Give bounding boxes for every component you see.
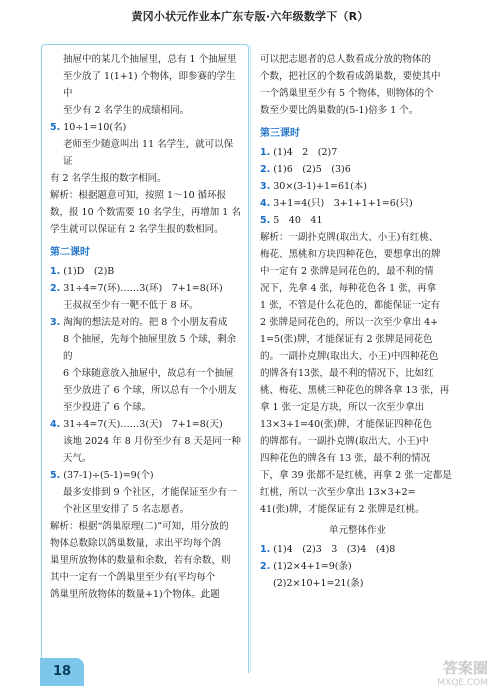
text-line: 数至少要比鸽巢数的(5-1)倍多 1 个。: [260, 105, 419, 116]
answer-text: 5 40 41: [273, 215, 323, 226]
text-line: 王叔叔至少有一靶不低于 8 环。: [63, 300, 199, 311]
answer-number: 4.: [260, 198, 271, 209]
answer-text: (1)6 (2)5 (3)6: [273, 164, 351, 175]
right-column: [260, 51, 455, 592]
analysis-line: 拿 1 张一定是方块，所以一次至少拿出: [260, 402, 425, 413]
text-line: 至少投进了 6 个球。: [63, 402, 152, 413]
analysis-line: 2 张牌是同花色的，所以一次至少拿出 4+: [260, 317, 439, 328]
answer-number: 5.: [50, 470, 61, 481]
watermark-text: 答案圈: [442, 659, 488, 677]
analysis-line: 四种花色的牌各有 13 张，最不利的情况: [260, 453, 431, 464]
text-line: 该地 2024 年 8 月份至少有 8 天是同一种: [63, 436, 241, 447]
analysis-line: 的牌各有13张，最不利的情况下，比如红: [260, 368, 434, 379]
answer-number: 2.: [50, 283, 61, 294]
analysis-line: [50, 187, 242, 204]
answer-number: 2.: [260, 561, 271, 572]
answer-4: [260, 195, 455, 212]
answer-4: [50, 416, 242, 433]
text-line: 有 2 名学生报的数字相同。: [50, 173, 167, 184]
watermark-url: MXQE.COM: [437, 678, 488, 688]
answer-text: 31÷4=7(天)……3(天) 7+1=8(天): [63, 419, 223, 430]
answer-1: [50, 263, 242, 280]
left-column: [50, 51, 242, 603]
analysis-line: 红桃，所以一次至少拿出 13×3+2=: [260, 487, 416, 498]
analysis-line: 下，拿 39 张都不是红桃，再拿 2 张一定都是: [260, 470, 452, 481]
answer-text: 30×(3-1)+1=61(本): [273, 181, 367, 192]
answer-2: [260, 558, 455, 575]
analysis-line: 桃、梅花、黑桃三种花色的牌各拿 13 张，再: [260, 385, 450, 396]
answer-3: [260, 178, 455, 195]
analysis-text: 解析：根据题意可知，按照 1～10 循环报: [50, 190, 227, 201]
column-divider: [250, 44, 251, 672]
analysis-line: 41(张)牌，才能保证有 2 张牌是红桃。: [260, 504, 425, 515]
answer-text: (1)2×4+1=9(条): [273, 561, 352, 572]
unit-title: 单元整体作业: [328, 525, 386, 536]
answer-3: [50, 314, 242, 331]
section-title: 第三课时: [260, 128, 300, 139]
text-line: 一个鸽巢里至少有 5 个物体，则物体的个: [260, 88, 434, 99]
section-title: 第二课时: [50, 247, 90, 258]
text-line: 个数，把社区的个数看成鸽巢数，要使其中: [260, 71, 441, 82]
answer-number: 2.: [260, 164, 271, 175]
text-line: 最多安排到 9 个社区，才能保证至少有一: [63, 487, 237, 498]
text-line: 至少放进了 6 个球，所以总有一个小朋友: [63, 385, 237, 396]
answer-1: [260, 541, 455, 558]
answer-number: 5.: [260, 215, 271, 226]
answer-5: [260, 212, 455, 229]
answer-text: (1)4 2 (2)7: [273, 147, 338, 158]
analysis-line: 的牌都有。一副扑克牌(取出大、小王)中: [260, 436, 429, 447]
text-line: 天气。: [63, 453, 92, 464]
text-line: 抽屉中的某几个抽屉里，总有 1 个抽屉里: [63, 54, 237, 65]
analysis-line: 解析：根据“鸽巢原理(二)”可知，用分放的: [50, 521, 229, 532]
text-line: (2)2×10+1=21(条): [273, 578, 364, 589]
answer-text: 淘淘的想法是对的。把 8 个小朋友看成: [63, 317, 228, 328]
answer-number: 3.: [260, 181, 271, 192]
answer-2: [260, 161, 455, 178]
answer-1: [260, 144, 455, 161]
text-line: 可以把志愿者的总人数看成分放的物体的: [260, 54, 432, 65]
answer-5: [50, 119, 242, 136]
analysis-line: 况下，先拿 4 张，每种花色各 1 张，再拿: [260, 283, 437, 294]
analysis-line: 其中一定有一个鸽巢里至少有(平均每个: [50, 572, 216, 583]
analysis-line: 物体总数除以鸽巢数量，求出平均每个鸽: [50, 538, 222, 549]
text-line: 至少有 2 名学生的成绩相同。: [63, 105, 190, 116]
analysis-line: 的。一副扑克牌(取出大、小王)中四种花色: [260, 351, 439, 362]
answer-text: (1)4 (2)3 3 (3)4 (4)8: [273, 544, 396, 555]
answer-number: 3.: [50, 317, 61, 328]
analysis-line: 1 张，不管是什么花色的，都能保证一定有: [260, 300, 441, 311]
text-line: 至少放了 1(1+1) 个物体，即参赛的学生中: [63, 71, 236, 99]
text-line: 8 个抽屉，先每个抽屉里放 5 个球，剩余的: [63, 334, 237, 362]
answer-number: 1.: [260, 147, 271, 158]
analysis-line: 中一定有 2 张牌是同花色的，最不利的情: [260, 266, 434, 277]
analysis-line: 1=5(张)牌，才能保证有 2 张牌是同花色: [260, 334, 433, 345]
answer-number: 4.: [50, 419, 61, 430]
answer-2: [50, 280, 242, 297]
analysis-line: 梅花、黑桃和方块四种花色，要想拿出的牌: [260, 249, 441, 260]
analysis-line: 巢里所放物体的数量和余数，若有余数，则: [50, 555, 231, 566]
answer-text: 3+1=4(只) 3+1+1+1=6(只): [273, 198, 413, 209]
analysis-line: 解析：一副扑克牌(取出大、小王)有红桃、: [260, 232, 439, 243]
page-header: 黄冈小状元作业本广东专版·六年级数学下（R）: [131, 10, 369, 23]
text-line: 老师至少随意叫出 11 名学生，就可以保证: [63, 139, 234, 167]
answer-number: 1.: [260, 544, 271, 555]
answer-text: 10÷1=10(名): [63, 122, 127, 133]
analysis-line: 鸽巢里所放物体的数量+1)个物体。此题: [50, 589, 220, 600]
answer-text: (1)D (2)B: [63, 266, 115, 277]
text-line: 6 个球随意放入抽屉中，故总有一个抽屉: [63, 368, 234, 379]
answer-text: 31÷4=7(环)……3(环) 7+1=8(环): [63, 283, 223, 294]
analysis-line: 13×3+1=40(张)牌，才能保证四种花色: [260, 419, 433, 430]
analysis-line: 数，报 10 个数需要 10 名学生，再增加 1 名: [50, 207, 241, 218]
answer-number: 5.: [50, 122, 61, 133]
analysis-line: 学生就可以保证有 2 名学生报的数相同。: [50, 224, 224, 235]
watermark-logo: [437, 657, 488, 688]
answer-text: (37-1)÷(5-1)=9(个): [63, 470, 154, 481]
page-number: 18: [40, 658, 84, 686]
answer-5b: [50, 467, 242, 484]
answer-number: 1.: [50, 266, 61, 277]
text-line: 个社区里安排了 5 名志愿者。: [63, 504, 190, 515]
